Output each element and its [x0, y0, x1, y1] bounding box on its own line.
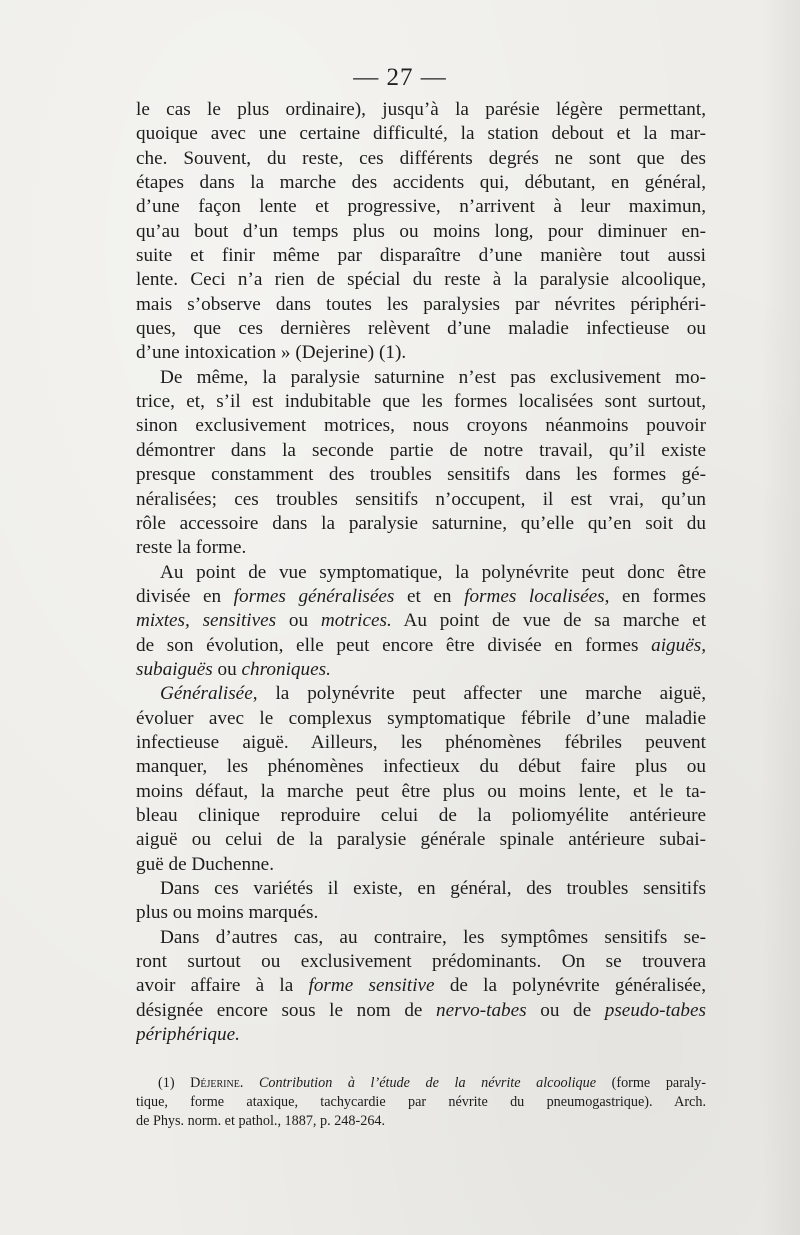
text-segment: avoir affaire à la — [136, 975, 309, 997]
page-number: — 27 — — [353, 64, 447, 91]
text-line — [136, 220, 706, 244]
text-segment: . — [239, 1075, 259, 1091]
text-line — [136, 634, 706, 658]
text-line — [136, 877, 706, 901]
text-segment: trice, et, s’il est indubitable que les formes localisées sont surtout, — [136, 391, 706, 413]
footnote-line — [136, 1093, 706, 1112]
footnote-line — [136, 1112, 706, 1131]
italic-text: motrices. — [320, 610, 392, 632]
text-segment: Au point de vue symptomatique, la polynévrite peut donc être — [160, 561, 706, 583]
text-segment: d’une façon lente et progressive, n’arrivent à leur maximun, — [136, 196, 706, 218]
text-segment: aiguë ou celui de la paralysie générale spinale antérieure subai- — [136, 829, 706, 851]
text-line — [136, 98, 706, 122]
text-segment: mais s’observe dans toutes les paralysies par névrites périphéri- — [136, 293, 706, 315]
text-segment: démontrer dans la seconde partie de notre travail, qu’il existe — [136, 439, 706, 461]
text-segment: , en formes — [604, 585, 706, 607]
text-line — [136, 755, 706, 779]
text-line — [136, 974, 706, 998]
text-segment: infectieuse aiguë. Ailleurs, les phénomènes fébriles peuvent — [136, 731, 706, 753]
text-segment: manquer, les phénomènes infectieux du début faire plus ou — [136, 756, 706, 778]
italic-text: formes généralisées — [233, 585, 395, 607]
text-line — [136, 853, 706, 877]
italic-text: formes localisées — [464, 585, 605, 607]
text-segment: et en — [394, 585, 465, 607]
text-segment: , la polynévrite peut affecter une marche aiguë, — [252, 683, 706, 705]
text-line — [136, 585, 706, 609]
text-segment: sinon exclusivement motrices, nous croyons néanmoins pouvoir — [136, 415, 706, 437]
text-segment: de Phys. norm. et pathol., 1887, p. 248-264. — [136, 1113, 386, 1129]
text-segment: tique, forme ataxique, tachycardie par névrite du pneumogastrique). Arch. — [136, 1094, 706, 1110]
text-segment: plus ou moins marqués. — [136, 902, 319, 924]
italic-text: aiguës, — [651, 634, 706, 656]
text-line — [136, 658, 706, 682]
text-line — [136, 171, 706, 195]
text-line — [136, 1023, 706, 1047]
italic-text: mixtes, sensitives — [136, 610, 277, 632]
text-segment: le cas le plus ordinaire), jusqu’à la parésie légère permettant, — [136, 99, 706, 120]
text-segment: De même, la paralysie saturnine n’est pas exclusivement mo- — [160, 366, 706, 388]
text-line — [136, 366, 706, 390]
text-segment: qu’au bout d’un temps plus ou moins long, pour diminuer en- — [136, 220, 706, 242]
text-segment: rôle accessoire dans la paralysie saturnine, qu’elle qu’en soit du — [136, 512, 706, 534]
text-line — [136, 999, 706, 1023]
text-line — [136, 317, 706, 341]
text-line — [136, 390, 706, 414]
text-segment: moins défaut, la marche peut être plus ou moins lente, et le ta- — [136, 780, 706, 802]
text-segment: Déjerine — [190, 1075, 240, 1091]
text-line — [136, 439, 706, 463]
text-line — [136, 707, 706, 731]
text-segment: désignée encore sous le nom de — [136, 999, 437, 1021]
text-line — [136, 414, 706, 438]
body-text — [136, 98, 706, 1047]
text-line — [136, 244, 706, 268]
text-segment: évoluer avec le complexus symptomatique fébrile d’une maladie — [136, 707, 706, 729]
text-line — [136, 561, 706, 585]
text-line — [136, 341, 706, 365]
footnote — [136, 1074, 706, 1131]
italic-text: pseudo-tabes — [604, 999, 706, 1021]
text-segment: bleau clinique reproduire celui de la poliomyélite antérieure — [136, 804, 706, 826]
text-segment: néralisées; ces troubles sensitifs n’occupent, il est vrai, qu’un — [136, 488, 706, 510]
text-line — [136, 122, 706, 146]
text-line — [136, 147, 706, 171]
text-segment: presque constamment des troubles sensitifs dans les formes gé- — [136, 464, 706, 486]
text-segment: (1) — [158, 1075, 191, 1091]
text-segment: d’une intoxication » (Dejerine) (1). — [136, 342, 407, 364]
text-line — [136, 512, 706, 536]
italic-text: Contribution à l’étude de la névrite alcoolique — [258, 1075, 597, 1091]
text-line — [136, 731, 706, 755]
text-segment: ront surtout ou exclusivement prédominants. On se trouvera — [136, 951, 706, 973]
text-line — [136, 950, 706, 974]
italic-text: forme sensitive — [308, 975, 435, 997]
text-segment: ou de — [526, 999, 605, 1021]
italic-text: Généralisée — [160, 683, 253, 705]
text-line — [136, 488, 706, 512]
text-segment: divisée en — [136, 585, 234, 607]
text-segment: de son évolution, elle peut encore être divisée en formes — [136, 634, 652, 656]
italic-text: chroniques. — [241, 658, 331, 680]
text-segment: reste la forme. — [136, 537, 247, 559]
text-line — [136, 901, 706, 925]
text-segment: che. Souvent, du reste, ces différents degrés ne sont que des — [136, 147, 706, 169]
text-line — [136, 609, 706, 633]
text-segment: ou — [276, 610, 321, 632]
text-segment: étapes dans la marche des accidents qui, débutant, en général, — [136, 172, 706, 194]
text-line — [136, 463, 706, 487]
text-segment: lente. Ceci n’a rien de spécial du reste à la paralysie alcoolique, — [136, 269, 706, 291]
text-segment: de la polynévrite généralisée, — [434, 975, 706, 997]
text-segment: (forme paraly- — [596, 1075, 706, 1091]
text-segment: quoique avec une certaine difficulté, la station debout et la mar- — [136, 123, 706, 145]
italic-text: nervo-tabes — [436, 999, 527, 1021]
text-segment: suite et finir même par disparaître d’une manière tout aussi — [136, 245, 706, 267]
text-line — [136, 682, 706, 706]
text-line — [136, 536, 706, 560]
text-segment: Au point de vue de sa marche et — [391, 610, 706, 632]
text-line — [136, 268, 706, 292]
footnote-line — [136, 1074, 706, 1093]
text-segment: guë de Duchenne. — [136, 853, 274, 875]
text-segment: Dans ces variétés il existe, en général, des troubles sensitifs — [160, 878, 706, 899]
italic-text: subaiguës — [136, 658, 213, 680]
text-segment: ques, que ces dernières relèvent d’une maladie infectieuse ou — [136, 318, 706, 340]
text-line — [136, 195, 706, 219]
text-segment: Dans d’autres cas, au contraire, les symptômes sensitifs se- — [160, 926, 706, 948]
text-line — [136, 804, 706, 828]
text-line — [136, 780, 706, 804]
text-line — [136, 828, 706, 852]
text-segment: ou — [212, 658, 242, 680]
page-edge-shadow — [760, 0, 800, 1235]
italic-text: périphérique. — [136, 1024, 240, 1046]
text-line — [136, 293, 706, 317]
text-line — [136, 926, 706, 950]
